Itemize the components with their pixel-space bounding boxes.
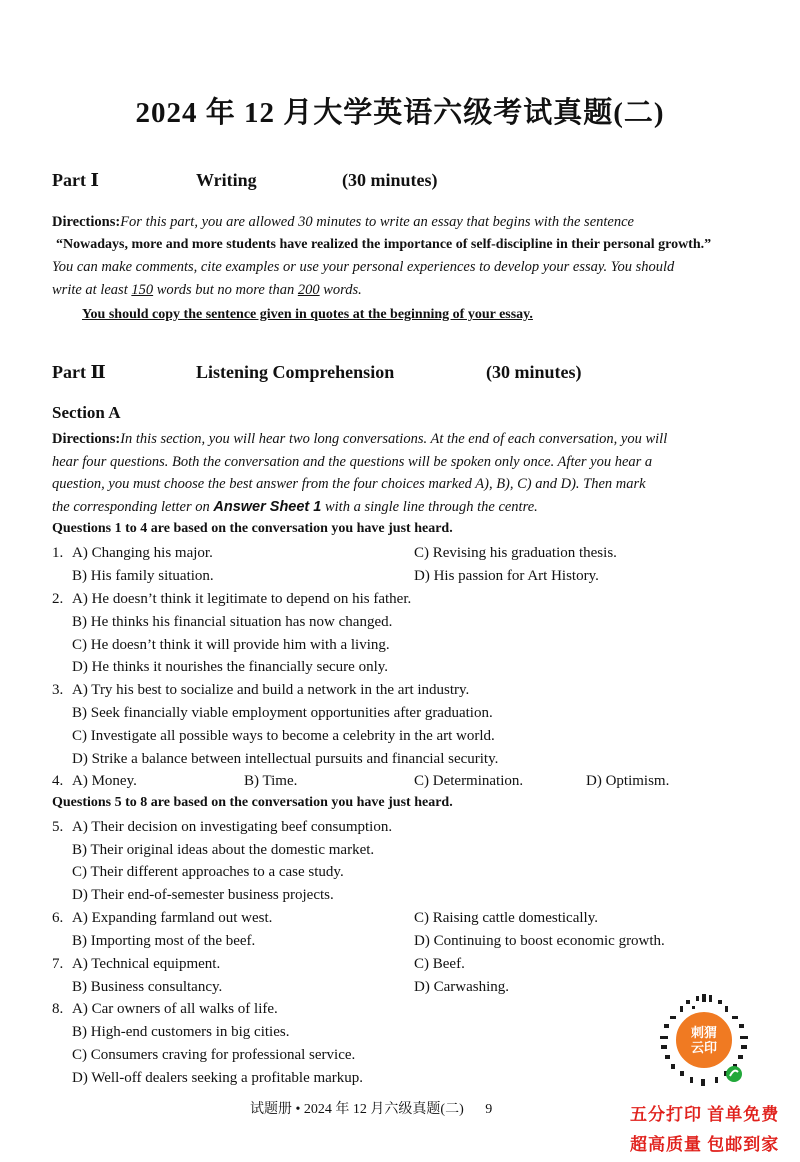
q4-option-c: C) Determination.: [414, 773, 524, 789]
part1-name: Writing: [196, 170, 257, 190]
q1-number: 1.: [52, 545, 64, 561]
part2-directions-line2: hear four questions. Both the conversation and the questions will be spoken only once. After you hear a: [52, 453, 653, 470]
q8-option-d: D) Well-off dealers seeking a profitable markup.: [72, 1070, 364, 1086]
part2-header: [52, 362, 752, 386]
q6-option-a: A) Expanding farmland out west.: [72, 910, 273, 926]
part1-directions-line3c: words.: [319, 281, 362, 298]
promo-line2: 超高质量 包邮到家: [630, 1135, 780, 1154]
part1-directions-label: Directions:: [52, 214, 121, 230]
section-a-title: Section A: [52, 403, 121, 422]
q7-number: 7.: [52, 956, 64, 972]
q2-number: 2.: [52, 591, 64, 607]
q8-number: 8.: [52, 1001, 64, 1017]
q6-option-b: B) Importing most of the beef.: [72, 933, 256, 949]
q2-option-a: A) He doesn’t think it legitimate to depend on his father.: [72, 591, 412, 607]
part2-time: (30 minutes): [486, 362, 582, 382]
q3-number: 3.: [52, 682, 64, 698]
q5-option-d: D) Their end-of-semester business projects.: [72, 887, 334, 903]
q4-option-b: B) Time.: [244, 773, 298, 789]
part1-time: (30 minutes): [342, 170, 438, 190]
q3-option-a: A) Try his best to socialize and build a network in the art industry.: [72, 682, 470, 698]
q3-option-b: B) Seek financially viable employment opportunities after graduation.: [72, 705, 493, 721]
q5-number: 5.: [52, 819, 64, 835]
part2-directions-line4b: with a single line through the centre.: [321, 498, 538, 515]
q8-option-a: A) Car owners of all walks of life.: [72, 1001, 278, 1017]
part2-directions-line1: In this section, you will hear two long conversations. At the end of each conversation, you will: [120, 431, 668, 447]
q3-option-c: C) Investigate all possible ways to become a celebrity in the art world.: [72, 728, 495, 744]
q1-option-a: A) Changing his major.: [72, 545, 213, 561]
part1-directions: [52, 211, 752, 301]
q2-option-c: C) He doesn’t think it will provide him with a living.: [72, 637, 390, 653]
footer-text: 试题册 • 2024 年 12 月六级真题(二): [250, 1102, 464, 1117]
q6-number: 6.: [52, 910, 64, 926]
part2-directions: [52, 428, 752, 518]
q5-option-c: C) Their different approaches to a case study.: [72, 864, 344, 880]
part2-directions-label: Directions:: [52, 431, 121, 447]
q8-option-c: C) Consumers craving for professional service.: [72, 1047, 356, 1063]
q2-option-b: B) He thinks his financial situation has now changed.: [72, 614, 393, 630]
q3-option-d: D) Strike a balance between intellectual pursuits and financial security.: [72, 751, 499, 767]
part2-directions-line3: question, you must choose the best answer from the four choices marked A), B), C) and D). Then mark: [52, 476, 646, 492]
q7-option-c: C) Beef.: [414, 956, 465, 972]
q1-option-b: B) His family situation.: [72, 568, 214, 584]
qr-label-line2: 云印: [690, 1041, 717, 1056]
answer-sheet-label: Answer Sheet 1: [213, 498, 322, 515]
q7-option-a: A) Technical equipment.: [72, 956, 221, 972]
promo-line1: 五分打印 首单免费: [630, 1105, 780, 1124]
q5-option-b: B) Their original ideas about the domestic market.: [72, 842, 375, 858]
part1-quote: “Nowadays, more and more students have realized the importance of self-discipline in their personal growth.”: [56, 236, 712, 252]
part1-label: Part Ⅰ: [52, 170, 99, 190]
part1-directions-line3b: words but no more than: [153, 281, 298, 298]
q5-option-a: A) Their decision on investigating beef consumption.: [72, 819, 393, 835]
qr-label-line1: 刺猬: [690, 1026, 717, 1041]
part2-name: Listening Comprehension: [196, 362, 395, 382]
part1-directions-line3a: write at least: [52, 281, 132, 298]
q1-option-d: D) His passion for Art History.: [414, 568, 599, 584]
part1-instruction: You should copy the sentence given in quotes at the beginning of your essay.: [82, 307, 533, 322]
page-title: 2024 年 12 月大学英语六级考试真题(二): [135, 97, 665, 129]
qr-label: [684, 1026, 724, 1056]
page-footer: [250, 1098, 492, 1118]
group1-heading: Questions 1 to 4 are based on the conversation you have just heard.: [52, 521, 453, 536]
q4-option-d: D) Optimism.: [586, 773, 670, 789]
q8-option-b: B) High-end customers in big cities.: [72, 1024, 290, 1040]
q7-option-b: B) Business consultancy.: [72, 979, 223, 995]
q2-option-d: D) He thinks it nourishes the financially secure only.: [72, 659, 389, 675]
group2-heading: Questions 5 to 8 are based on the conversation you have just heard.: [52, 795, 453, 810]
q6-option-c: C) Raising cattle domestically.: [414, 910, 598, 926]
part1-directions-line2: You can make comments, cite examples or use your personal experiences to develop your essay. You should: [52, 259, 675, 275]
part1-directions-line1: For this part, you are allowed 30 minutes to write an essay that begins with the sentence: [120, 214, 634, 230]
q7-option-d: D) Carwashing.: [414, 979, 509, 995]
page-number: 9: [485, 1102, 493, 1117]
q6-option-d: D) Continuing to boost economic growth.: [414, 933, 665, 949]
q1-option-c: C) Revising his graduation thesis.: [414, 545, 617, 561]
part2-directions-line4a: the corresponding letter on: [52, 498, 214, 515]
q4-option-a: A) Money.: [72, 773, 137, 789]
part2-label: Part Ⅱ: [52, 362, 106, 382]
part1-header: [52, 170, 752, 194]
min-words: 150: [131, 281, 154, 298]
q4-number: 4.: [52, 773, 64, 789]
max-words: 200: [297, 281, 320, 298]
